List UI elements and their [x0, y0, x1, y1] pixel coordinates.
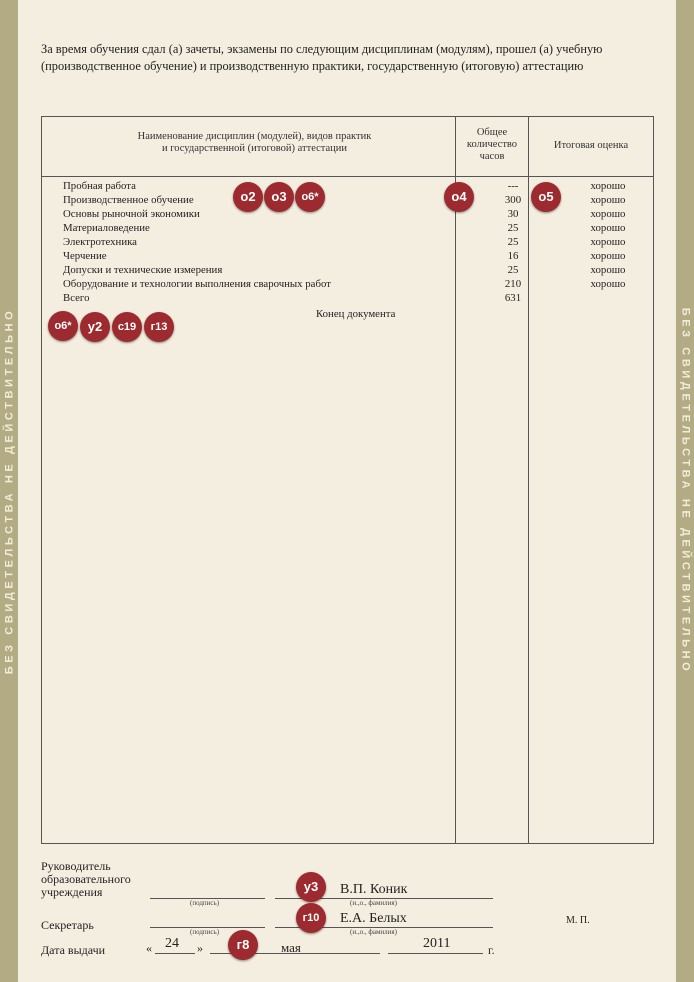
issue-year: 2011 — [423, 936, 451, 951]
head-name-caption: (и.,о., фамилия) — [350, 899, 397, 907]
head-name: В.П. Коник — [340, 882, 408, 897]
marker-y2[interactable]: у2 — [80, 312, 110, 342]
left-side-text: БЕЗ СВИДЕТЕЛЬСТВА НЕ ДЕЙСТВИТЕЛЬНО — [3, 307, 15, 675]
issue-day: 24 — [165, 936, 179, 951]
head-sign-caption: (подпись) — [190, 899, 220, 907]
marker-r13[interactable]: г13 — [144, 312, 174, 342]
quote-open: « — [146, 941, 152, 955]
head-label: Руководитель образовательного учреждения — [41, 859, 131, 899]
table-row-total: Всего 631 — [63, 292, 522, 304]
end-of-document: Конец документа — [316, 308, 396, 320]
header-divider — [42, 176, 653, 177]
seal-place: М. П. — [566, 915, 590, 926]
marker-o4[interactable]: о4 — [444, 182, 474, 212]
right-side-text: БЕЗ СВИДЕТЕЛЬСТВА НЕ ДЕЙСТВИТЕЛЬНО — [679, 307, 691, 675]
secretary-name-caption: (и.,о., фамилия) — [350, 928, 397, 936]
marker-o2[interactable]: о2 — [233, 182, 263, 212]
marker-o3[interactable]: о3 — [264, 182, 294, 212]
year-suffix: г. — [488, 943, 495, 957]
marker-o6[interactable]: о6* — [295, 182, 325, 212]
header-discipline: Наименование дисциплин (модулей), видов практик и государственной (итоговой) аттестации — [137, 131, 372, 154]
table-row: Основы рыночной экономики 30 хорошо — [63, 208, 626, 220]
table-row: Черчение 16 хорошо — [63, 250, 626, 262]
marker-o5[interactable]: о5 — [531, 182, 561, 212]
marker-y3[interactable]: у3 — [296, 872, 326, 902]
intro-text: За время обучения сдал (а) зачеты, экзамены по следующим дисциплинам (модулям), прошел (а) учебную (производственное обучение) и производственную практики, государственную (итоговую) аттестацию — [41, 42, 603, 73]
issue-month: мая — [281, 940, 301, 955]
table-row: Допуски и технические измерения 25 хорошо — [63, 264, 626, 276]
table-row: Электротехника 25 хорошо — [63, 236, 626, 248]
day-line — [155, 953, 195, 954]
table-row: Производственное обучение 300 хорошо — [63, 194, 626, 206]
marker-r10[interactable]: г10 — [296, 903, 326, 933]
header-grade: Итоговая оценка — [553, 140, 629, 151]
table-row: Материаловедение 25 хорошо — [63, 222, 626, 234]
table-row: Оборудование и технологии выполнения сварочных работ 210 хорошо — [63, 278, 626, 290]
marker-c19[interactable]: с19 — [112, 312, 142, 342]
secretary-sign-caption: (подпись) — [190, 928, 220, 936]
secretary-name: Е.А. Белых — [340, 911, 407, 926]
marker-o6-second[interactable]: о6* — [48, 311, 78, 341]
issue-date-label: Дата выдачи — [41, 943, 106, 957]
header-hours: Общее количество часов — [466, 127, 518, 162]
marker-r8[interactable]: г8 — [228, 930, 258, 960]
year-line — [388, 953, 483, 954]
grades-table — [41, 116, 654, 844]
quote-close: » — [197, 941, 203, 955]
table-row: Пробная работа --- хорошо — [63, 180, 626, 192]
secretary-label: Секретарь — [41, 918, 94, 932]
